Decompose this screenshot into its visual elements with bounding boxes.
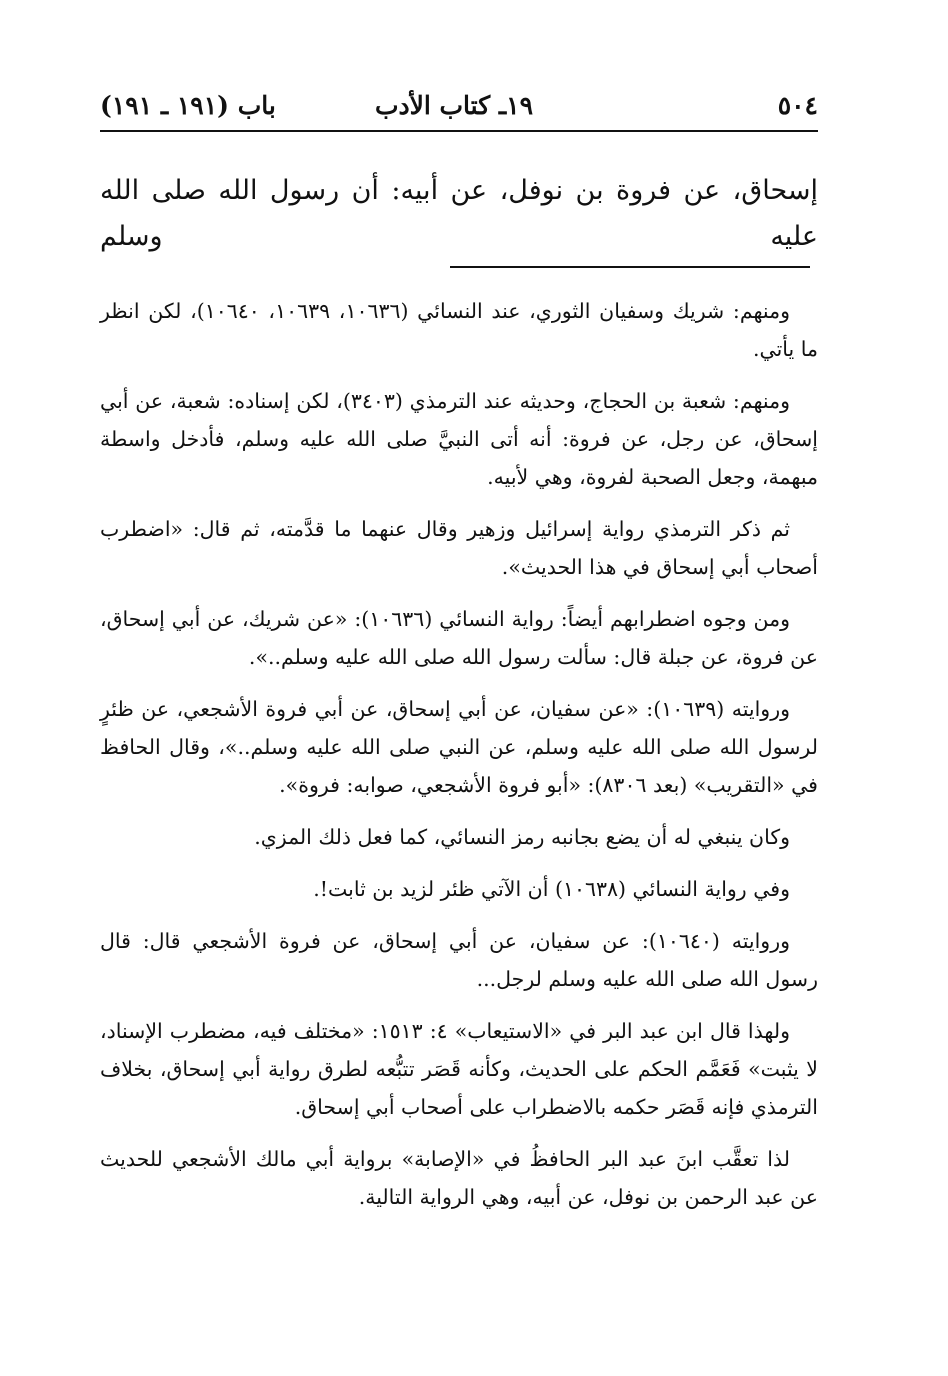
footnote-paragraph: وفي رواية النسائي (١٠٦٣٨) أن الآتي ظئر لزيد بن ثابت!. (313, 877, 790, 901)
page-number: ٥٠٤ (777, 91, 818, 120)
footnote-paragraph: ثم ذكر الترمذي رواية إسرائيل وزهير وقال عنهما ما قدَّمته، ثم قال: «اضطرب أصحاب أبي إسحاق في هذا الحديث». (100, 517, 818, 579)
footnote-paragraph: لذا تعقَّب ابنَ عبد البر الحافظُ في «الإصابة» برواية أبي مالك الأشجعي للحديث عن عبد الرحمن بن نوفل، عن أبيه، وهي الرواية التالية. (100, 1147, 818, 1209)
footnote-paragraph: وكان ينبغي له أن يضع بجانبه رمز النسائي، كما فعل ذلك المزي. (254, 825, 790, 849)
footnote-divider (450, 266, 810, 268)
running-header (100, 88, 818, 124)
footnote-paragraph: ولهذا قال ابن عبد البر في «الاستيعاب» ٤: ١٥١٣: «مختلف فيه، مضطرب الإسناد، لا يثبت» فَعَمَّم الحكم على الحديث، وكأنه قَصَر تتبُّعه لطرق رواية أبي إسحاق، بخلاف الترمذي فإنه قَصَر حكمه بالاضطراب على أصحاب أبي إسحاق. (100, 1019, 818, 1119)
footnote-paragraph: ومن وجوه اضطرابهم أيضاً: رواية النسائي (١٠٦٣٦): «عن شريك، عن أبي إسحاق، عن فروة، عن جبلة قال: سألت رسول الله صلى الله عليه وسلم..». (100, 607, 818, 669)
footnote-paragraph: ومنهم: شعبة بن الحجاج، وحديثه عند الترمذي (٣٤٠٣)، لكن إسناده: شعبة، عن أبي إسحاق، عن رجل، عن فروة: أنه أتى النبيَّ صلى الله عليه وسلم، فأدخل واسطة مبهمة، وجعل الصحبة لفروة، وهي لأبيه. (100, 389, 818, 489)
chapter-title: ١٩ـ كتاب الأدب (374, 91, 533, 120)
main-text: إسحاق، عن فروة بن نوفل، عن أبيه: أن رسول الله صلى الله عليه وسلم (100, 175, 818, 252)
section-title: باب (١٩١ ـ ١٩١) (100, 91, 276, 120)
footnote-paragraph: وروايته (١٠٦٤٠): عن سفيان، عن أبي إسحاق، عن فروة الأشجعي قال: قال رسول الله صلى الله عليه وسلم لرجل... (100, 929, 818, 991)
footnotes (100, 292, 818, 1230)
footnote-paragraph: ومنهم: شريك وسفيان الثوري، عند النسائي (١٠٦٣٦، ١٠٦٣٩، ١٠٦٤٠)، لكن انظر ما يأتي. (100, 299, 818, 361)
header-divider (100, 130, 818, 132)
footnote-paragraph: وروايته (١٠٦٣٩): «عن سفيان، عن أبي إسحاق، عن أبي فروة الأشجعي، عن ظئرٍ لرسول الله صلى الله عليه وسلم، عن النبي صلى الله عليه وسلم..»، وقال الحافظ في «التقريب» (بعد ٨٣٠٦): «أبو فروة الأشجعي، صوابه: فروة». (100, 697, 818, 797)
